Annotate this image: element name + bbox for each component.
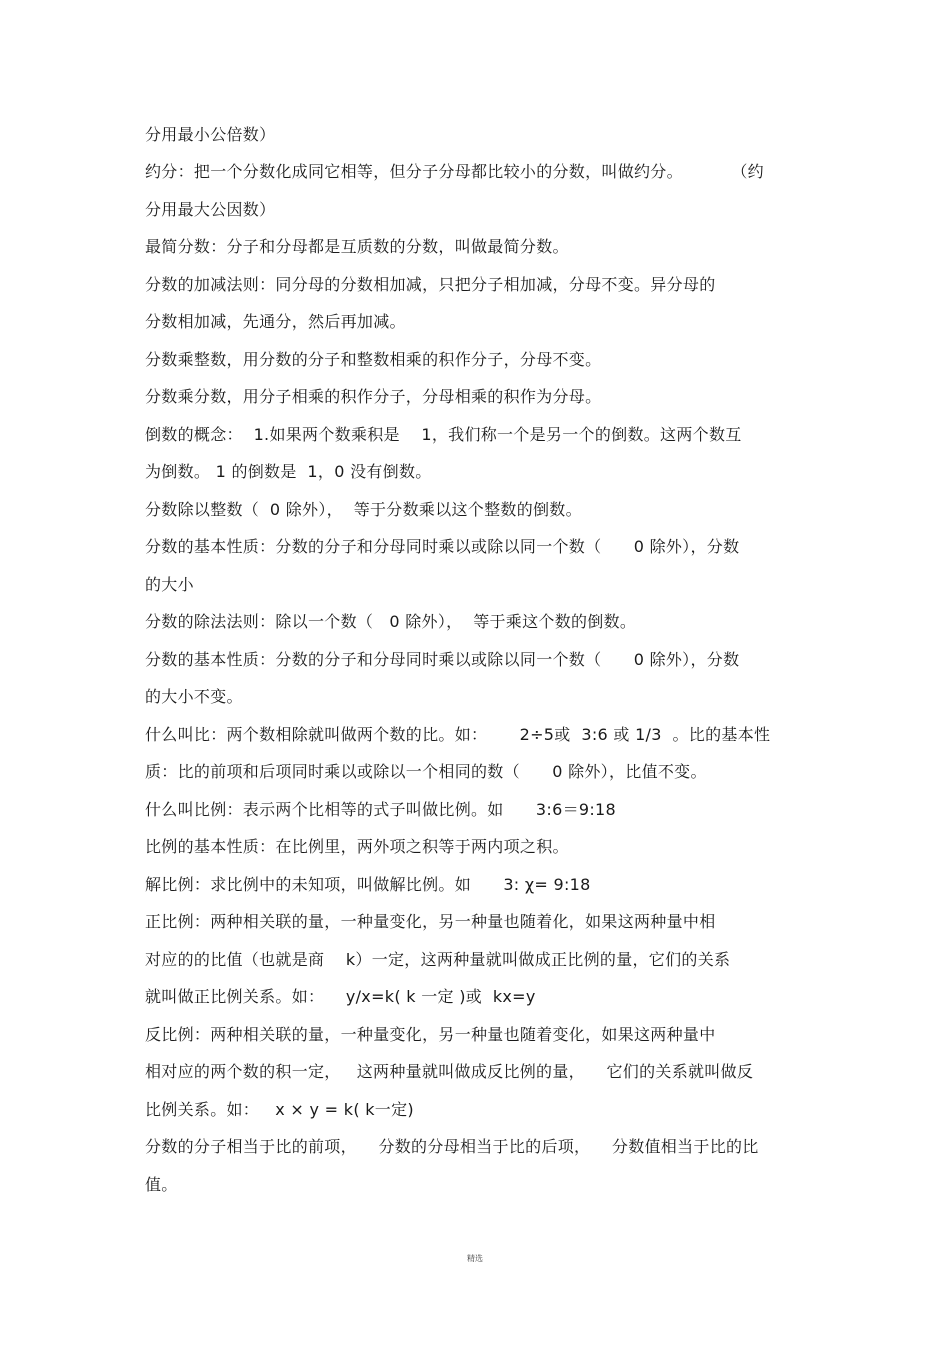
text-line: 对应的的比值（也就是商 k）一定，这两种量就叫做成正比例的量，它们的关系 xyxy=(145,950,731,969)
text-line: 分数的基本性质：分数的分子和分母同时乘以或除以同一个数（ 0 除外），分数 xyxy=(145,650,740,669)
text-line: 分数的基本性质：分数的分子和分母同时乘以或除以同一个数（ 0 除外），分数 xyxy=(145,537,740,556)
text-line: 比例关系。如： x × y = k( k一定) xyxy=(145,1100,414,1119)
text-line: 解比例：求比例中的未知项，叫做解比例。如 3: χ= 9:18 xyxy=(145,875,591,894)
text-line: 分数除以整数（ 0 除外）， 等于分数乘以这个整数的倒数。 xyxy=(145,500,582,519)
text-line: 比例的基本性质：在比例里，两外项之积等于两内项之积。 xyxy=(145,837,569,856)
text-line: 反比例：两种相关联的量，一种量变化，另一种量也随着变化，如果这两种量中 xyxy=(145,1025,716,1044)
text-line: 为倒数。 1 的倒数是 1，0 没有倒数。 xyxy=(145,462,432,481)
text-line: 分数的除法法则：除以一个数（ 0 除外）， 等于乘这个数的倒数。 xyxy=(145,612,637,631)
text-line: 分数的分子相当于比的前项， 分数的分母相当于比的后项， 分数值相当于比的比 xyxy=(145,1137,759,1156)
text-line: 正比例：两种相关联的量，一种量变化，另一种量也随着化，如果这两种量中相 xyxy=(145,912,716,931)
text-line: 约分：把一个分数化成同它相等，但分子分母都比较小的分数，叫做约分。 （约 xyxy=(145,162,764,181)
text-line: 最简分数：分子和分母都是互质数的分数，叫做最简分数。 xyxy=(145,237,569,256)
text-line: 分用最大公因数） xyxy=(145,200,276,219)
text-line: 分数相加减，先通分，然后再加减。 xyxy=(145,312,406,331)
text-line: 的大小 xyxy=(145,575,194,594)
text-line: 分数乘分数，用分子相乘的积作分子，分母相乘的积作为分母。 xyxy=(145,387,602,406)
text-line: 倒数的概念： 1.如果两个数乘积是 1，我们称一个是另一个的倒数。这两个数互 xyxy=(145,425,742,444)
text-line: 什么叫比例：表示两个比相等的式子叫做比例。如 3:6＝9:18 xyxy=(145,800,616,819)
text-line: 什么叫比：两个数相除就叫做两个数的比。如： 2÷5或 3:6 或 1/3 。比的基本性 xyxy=(145,725,771,744)
text-line: 质：比的前项和后项同时乘以或除以一个相同的数（ 0 除外），比值不变。 xyxy=(145,762,707,781)
text-line: 值。 xyxy=(145,1175,178,1194)
text-line: 相对应的两个数的积一定， 这两种量就叫做成反比例的量， 它们的关系就叫做反 xyxy=(145,1062,754,1081)
text-line: 的大小不变。 xyxy=(145,687,243,706)
text-line: 分数的加减法则：同分母的分数相加减，只把分子相加减，分母不变。异分母的 xyxy=(145,275,716,294)
text-line: 就叫做正比例关系。如： y/x=k( k 一定 )或 kx=y xyxy=(145,987,536,1006)
page-footer: 精选 xyxy=(467,1254,483,1263)
text-line: 分用最小公倍数） xyxy=(145,125,276,144)
text-line: 分数乘整数，用分数的分子和整数相乘的积作分子，分母不变。 xyxy=(145,350,602,369)
